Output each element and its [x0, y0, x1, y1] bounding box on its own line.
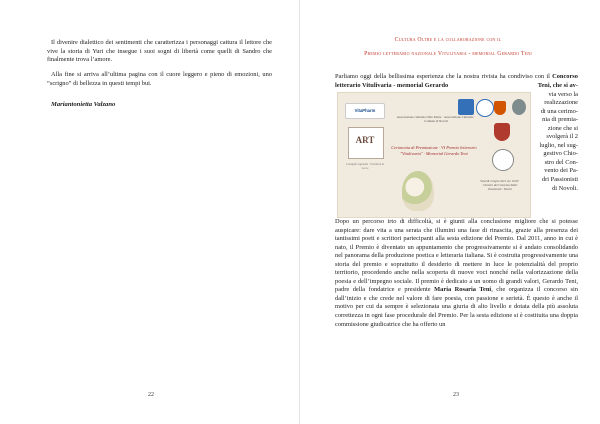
side-line: gestivo Chio- — [543, 150, 578, 158]
flyer-institutions: Consiglio regionale · Provincia di Lecce — [346, 163, 384, 170]
side-line: vento dei Pa- — [544, 167, 578, 175]
side-line: svolgerà il 2 — [546, 133, 578, 141]
right-page-number: 23 — [453, 392, 459, 398]
event-flyer-image — [337, 92, 531, 218]
side-line: Teni, che si av- — [537, 82, 578, 89]
left-page-number: 22 — [148, 392, 154, 398]
flower-illustration — [402, 171, 434, 211]
art-logo: ART — [355, 135, 375, 145]
sponsor-logo: VitaPharm — [345, 103, 385, 119]
flyer-date-place: Venerdì 2 luglio 2021 ore 19.00 · Chiostro del Convento Padri Passionisti · Novoli — [480, 179, 520, 191]
left-paragraph-2: Alla fine si arriva all’ultima pagina con il cuore leggero e pieno di emozioni, uno “scrigno” di bellezza in questi tempi bui. — [47, 71, 272, 87]
author-signature: Mariantonietta Valzano — [51, 101, 116, 108]
side-line: di una cerimo- — [540, 107, 578, 115]
partner-logo-2 — [476, 99, 494, 117]
side-line: nia di premia- — [542, 116, 578, 124]
header-line-2: Premio letterario nazionale Vitulivaria - memorial Gerardo Teni — [364, 51, 532, 57]
side-line: luglio, nel sug- — [539, 141, 578, 149]
president-name: Maria Rosaria Teni — [434, 286, 492, 294]
intro-text: Parliamo oggi della bellissima esperienza che la nostra rivista ha condiviso con il — [335, 73, 553, 80]
left-paragraph-1: Il divenire dialettico dei sentimenti che caratterizza i personaggi cattura il lettore che vive la storia di Yuri che insegue i suoi sogni di libertà come quelli di Sandro che finalmente trova l’amore. — [47, 39, 272, 64]
side-line: di Novoli. — [552, 184, 578, 192]
header-line-1: Cultura Oltre e la collaborazione con il — [394, 37, 502, 43]
side-line: zione che si — [547, 124, 578, 132]
flyer-title: Cerimonia di Premiazione · VI Premio letterario "Vitulivaria" · Memorial Gerardo Teni — [391, 145, 477, 156]
flyer-organizers: Associazione culturale Oltre Marte · Associazione Culturale · Comune di Novoli — [396, 115, 476, 124]
body-text-1: Dopo un percorso irto di difficoltà, si è giunti alla conclusione migliore che si potesse auspicare: dare vita a una serata che illumini una fase di rinascita, grazie alla presenza dei tantissimi poeti e scrittori partecipanti alla sesta edizione del Premio. Dal 2011, anno in cui è nato, il Premio è diventato un appuntamento che progressivamente si è andato consolidando nel panorama della produzione poetica e letteraria italiana. Si è costruita progressivamente una storia del premio e soprattutto il desiderio di mettere in luce le potenzialità del proprio territorio, procedendo anche nella scoperta di nuove voci nonché nella valorizzazione della poesia e dell’impegno sociale. Il premio è dedicato a un uomo di grandi valori, Gerardo Teni, padre della fondatrice e presidente — [335, 218, 578, 294]
side-line: via verso la — [548, 90, 578, 98]
partner-logo-1 — [458, 99, 474, 115]
body-paragraph — [335, 218, 578, 329]
side-line: dri Passionisti — [541, 176, 578, 184]
side-line: stro del Con- — [544, 158, 578, 166]
seal-icon — [492, 149, 514, 171]
partner-logo-3 — [512, 99, 526, 115]
side-line: realizzazione — [544, 99, 578, 107]
intro-bold-text: Concorso letterario Vitulivaria - memorial Gerardo — [335, 73, 578, 89]
emblem-icon — [494, 123, 510, 141]
body-text-2: , che organizza il concorso sin dall’inizio e che crede nel valore di fare poesia, con passione e serietà. È questo è anche il motivo per cui da sempre è selezionata una giuria di alto livello e dotata della più assoluta correttezza in ogni fase procedurale del Premio. Per la sesta edizione si è costituita una doppia commissione giudicatrice che ha offerto un — [335, 286, 578, 328]
flyer-side-text — [532, 82, 578, 193]
crest-icon — [494, 101, 506, 115]
